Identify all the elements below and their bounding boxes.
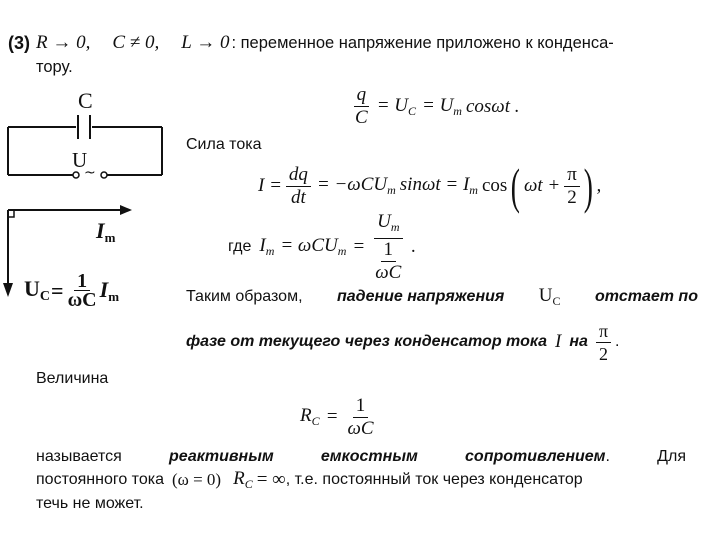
eq1-tail: cosωt . (465, 95, 520, 117)
eq2-mid (317, 174, 396, 198)
para2-line2-cond: (ω = 0) (171, 470, 222, 489)
para1-sym (539, 285, 561, 309)
para2-line2-r-symbol: R (233, 468, 245, 489)
para1-bold2: отстает по (595, 288, 698, 305)
relation-u (24, 276, 50, 305)
circuit-diagram (0, 85, 180, 405)
eq2-mid2-text: sinωt = I (399, 174, 470, 195)
eq3-where: где (228, 238, 252, 255)
para1-line2-sym: I (555, 331, 562, 352)
eq3-den (369, 239, 407, 284)
relation-i-symbol: I (99, 276, 109, 302)
para2-line2-b: , т.е. постоянный ток через конденсатор (285, 471, 583, 488)
condition-l: L → 0 (181, 32, 230, 53)
current-label-symbol: I (96, 218, 105, 243)
eq1-rhs2: = U (422, 94, 454, 116)
condition-c: C ≠ 0, (112, 32, 160, 53)
para1-pi-fraction (596, 320, 611, 365)
eq3-mid-text: = ωCU (280, 235, 338, 256)
eq3-lhs (259, 235, 274, 259)
para2-b3: сопротивлением (465, 448, 606, 465)
eq2-den: dt (291, 186, 306, 208)
quantity-word: Величина (36, 370, 109, 387)
eq2-cos: cos (481, 175, 508, 196)
eq4-num: 1 (353, 395, 369, 418)
current-heading: Сила тока (186, 136, 262, 153)
para1-sym-letter: U (538, 285, 553, 306)
eq1-fraction (352, 84, 371, 129)
relation-u-symbol: U (24, 276, 40, 301)
relation-eq: = (51, 277, 64, 303)
eq1-rhs-sub: C (407, 103, 416, 118)
terminal-right (101, 172, 107, 178)
header-sentence-cont: тору. (36, 58, 73, 76)
reactance-definition-line1 (36, 445, 686, 469)
equation-reactance (300, 392, 377, 442)
header-sentence: : переменное напряжение приложено к конденса- (231, 33, 614, 52)
eq3-num-symbol: U (377, 210, 391, 232)
eq2-num: dq (286, 164, 311, 187)
source-symbol: ~ (84, 165, 96, 181)
eq2-paren-close: ) (583, 158, 593, 214)
eq1-um (422, 95, 462, 119)
eq3-lhs-symbol: I (259, 235, 266, 256)
para2-b2: емкостным (320, 448, 418, 465)
eq2-arg: ωt + (523, 175, 561, 196)
equation-current (258, 157, 601, 215)
eq2-mid2-sub: m (469, 183, 478, 197)
para1-bold: падение напряжения (337, 288, 505, 305)
header-line (8, 30, 614, 56)
eq2-pi-num: π (564, 164, 580, 187)
eq3-lhs-sub: m (265, 244, 275, 258)
para2-line2-r-sub: C (244, 477, 253, 491)
current-label (96, 218, 115, 246)
eq3-dot: . (411, 236, 417, 257)
eq3-fraction (369, 211, 407, 284)
equation-amplitude (228, 210, 417, 283)
current-label-sub: m (104, 230, 116, 245)
eq2-lhs: I = (258, 175, 282, 196)
para2-b3-wrap (465, 448, 610, 466)
para2-w2: . (605, 448, 610, 465)
para2-w3: Для (657, 448, 686, 465)
eq3-num (374, 211, 402, 239)
eq1-rhs2-sub: m (453, 103, 462, 118)
eq4-lhs-symbol: R (300, 405, 312, 426)
relation-i-sub: m (108, 288, 120, 304)
relation-fraction (65, 272, 100, 309)
source-label: U (72, 148, 88, 172)
para2-line2-a: постоянного тока (36, 471, 164, 488)
current-arrowhead (120, 205, 132, 215)
relation-den: ωC (67, 289, 97, 311)
para1-sym-sub: C (552, 294, 561, 308)
eq1-uc (377, 95, 416, 119)
eq1-num: q (354, 84, 370, 107)
eq3-eq: = (352, 236, 366, 257)
condition-r: R → 0, (36, 32, 91, 53)
eq3-inner-fraction (372, 239, 404, 284)
para1-dot: . (615, 333, 620, 350)
eq2-comma: , (596, 175, 602, 196)
relation-num: 1 (74, 272, 90, 291)
eq3-inner-num: 1 (381, 239, 397, 262)
eq3-num-sub: m (390, 219, 400, 234)
para2-line2-r (233, 468, 253, 492)
para1-line2-bold: фазе от текущего через конденсатор тока (186, 333, 548, 350)
cap-label: C (78, 88, 93, 113)
voltage-arrowhead (3, 283, 13, 297)
eq2-derivative (286, 164, 311, 209)
para1-start: Таким образом, (186, 288, 303, 305)
eq4-eq: = (325, 406, 339, 427)
para1-pi-den: 2 (598, 343, 608, 364)
eq1-rhs: = U (376, 94, 408, 116)
eq2-pi-den: 2 (567, 186, 577, 208)
eq4-fraction (344, 395, 376, 440)
phase-statement-line2 (186, 318, 619, 366)
para1-line2-bold2: на (569, 333, 588, 350)
eq2-paren-open: ( (511, 158, 521, 214)
eq2-mid2 (400, 174, 478, 198)
reactance-relation (24, 272, 119, 309)
phase-statement-line1 (186, 284, 698, 310)
equation-charge (352, 84, 520, 129)
eq2-mid-text: = −ωCU (316, 174, 388, 195)
eq4-lhs-sub: C (311, 414, 320, 428)
section-label: (3) (8, 32, 30, 53)
relation-u-sub: C (39, 289, 51, 304)
eq2-mid-sub: m (387, 183, 396, 197)
para2-w1: называется (36, 448, 122, 465)
eq4-den: ωC (347, 417, 374, 439)
para2-b1: реактивным (169, 448, 274, 465)
relation-i (100, 277, 119, 305)
para1-pi-num: π (596, 320, 611, 343)
eq3-inner-den: ωC (375, 261, 402, 283)
eq3-mid (280, 235, 346, 259)
eq2-pi-fraction (564, 164, 580, 209)
para2-line2-eq: = ∞ (256, 469, 286, 490)
reactance-definition-line2 (36, 467, 583, 493)
eq1-den: C (355, 107, 368, 128)
eq3-mid-sub: m (337, 244, 347, 258)
eq4-lhs (300, 405, 320, 429)
reactance-definition-line3: течь не может. (36, 495, 144, 512)
